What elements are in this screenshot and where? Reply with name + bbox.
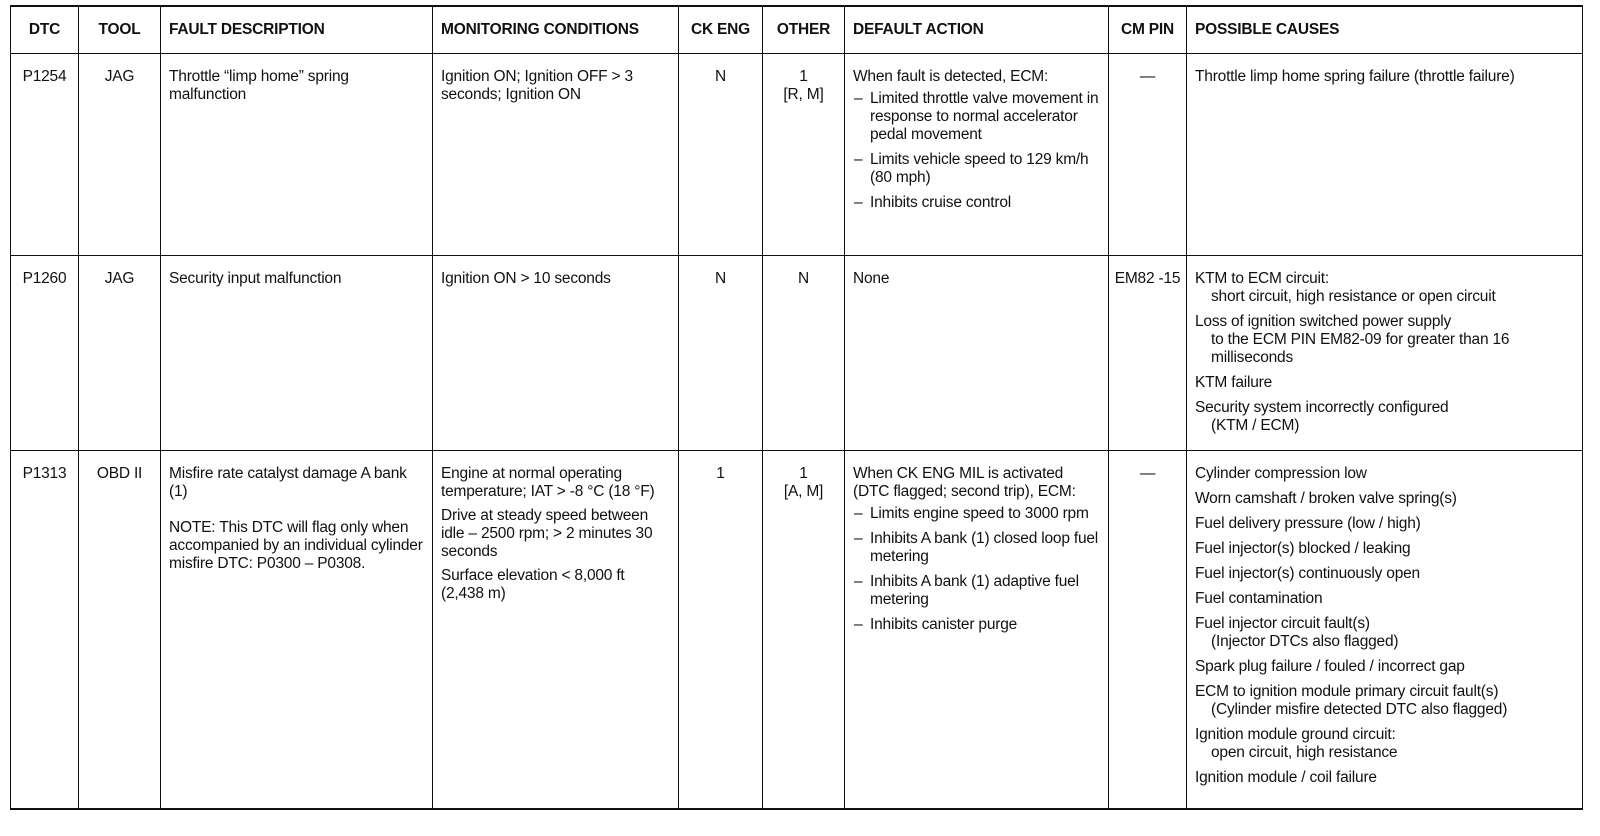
cause-main: Spark plug failure / fouled / incorrect gap [1195,658,1465,675]
other-codes: [A, M] [783,483,824,500]
action-intro: None [853,270,890,287]
tool-name: JAG [79,256,161,451]
header-dtc: DTC [11,6,79,54]
dtc-code: P1254 [11,54,79,256]
cause-main: Throttle limp home spring failure (throttle failure) [1195,68,1515,85]
ck-eng-value: N [679,54,763,256]
cause-detail: to the ECM PIN EM82-09 for greater than 16 milliseconds [1211,331,1510,366]
dtc-sheet [10,5,1590,810]
monitoring-text: Drive at steady speed between idle – 2500 rpm; > 2 minutes 30 seconds [441,507,653,560]
fault-description [161,54,433,256]
cause-main: Security system incorrectly configured [1195,399,1449,416]
header-cm-pin: CM PIN [1109,6,1187,54]
cm-pin: — [1109,54,1187,256]
dtc-table [10,5,1583,810]
cause-item [1195,590,1574,608]
cm-pin: — [1109,451,1187,809]
cause-detail: (Cylinder misfire detected DTC also flagged) [1211,701,1508,718]
other-value: 1 [799,465,808,482]
cause-detail: (KTM / ECM) [1211,417,1300,434]
cause-main: Worn camshaft / broken valve spring(s) [1195,490,1457,507]
cause-main: Ignition module / coil failure [1195,769,1377,786]
cause-main: Loss of ignition switched power supply [1195,313,1452,330]
action-item: – Inhibits canister purge [853,616,1100,634]
cause-detail: short circuit, high resistance or open circuit [1211,288,1496,305]
monitoring-text: Ignition ON > 10 seconds [441,270,611,287]
other-value: N [798,270,809,287]
table-row [11,54,1583,256]
action-intro: When CK ENG MIL is activated (DTC flagged; second trip), ECM: [853,465,1076,500]
cause-main: ECM to ignition module primary circuit fault(s) [1195,683,1499,700]
action-list [853,505,1100,634]
cause-main: Fuel delivery pressure (low / high) [1195,515,1421,532]
possible-causes [1187,54,1583,256]
header-ck-eng: CK ENG [679,6,763,54]
fault-description [161,451,433,809]
cause-item [1195,769,1574,787]
cause-item [1195,726,1574,762]
cause-main: KTM failure [1195,374,1273,391]
action-item: – Limited throttle valve movement in response to normal accelerator pedal movement [853,90,1100,144]
other-cell [763,54,845,256]
monitoring-text: Ignition ON; Ignition OFF > 3 seconds; Ignition ON [441,68,633,103]
dtc-code: P1260 [11,256,79,451]
default-action [845,256,1109,451]
action-item: – Inhibits cruise control [853,194,1100,212]
cause-item [1195,313,1574,367]
cause-detail: (Injector DTCs also flagged) [1211,633,1399,650]
header-row [11,6,1583,54]
action-list [853,90,1100,212]
fault-description [161,256,433,451]
dtc-code: P1313 [11,451,79,809]
monitoring-conditions [433,54,679,256]
cause-item [1195,465,1574,483]
ck-eng-value: N [679,256,763,451]
action-item: – Limits vehicle speed to 129 km/h (80 mph) [853,151,1100,187]
header-monitoring-conditions: MONITORING CONDITIONS [433,6,679,54]
tool-name: JAG [79,54,161,256]
action-item: – Limits engine speed to 3000 rpm [853,505,1100,523]
cause-item [1195,540,1574,558]
table-row [11,451,1583,809]
cause-item [1195,490,1574,508]
cause-main: Fuel injector circuit fault(s) [1195,615,1370,632]
other-value: 1 [799,68,808,85]
cause-main: Fuel injector(s) blocked / leaking [1195,540,1411,557]
cause-main: Fuel contamination [1195,590,1323,607]
other-cell [763,451,845,809]
monitoring-conditions [433,256,679,451]
cause-item [1195,68,1574,86]
header-default-action: DEFAULT ACTION [845,6,1109,54]
cause-item [1195,374,1574,392]
header-other: OTHER [763,6,845,54]
cause-main: Cylinder compression low [1195,465,1367,482]
cause-main: Ignition module ground circuit: [1195,726,1396,743]
monitoring-text: Engine at normal operating temperature; IAT > -8 °C (18 °F) [441,465,655,500]
fault-text: Throttle “limp home” spring malfunction [169,68,349,103]
fault-note: NOTE: This DTC will flag only when accompanied by an individual cylinder misfire DTC: P0300 – P0308. [169,519,423,572]
header-tool: TOOL [79,6,161,54]
action-item: – Inhibits A bank (1) adaptive fuel metering [853,573,1100,609]
possible-causes [1187,256,1583,451]
cm-pin: EM82 -15 [1109,256,1187,451]
possible-causes [1187,451,1583,809]
action-item: – Inhibits A bank (1) closed loop fuel metering [853,530,1100,566]
cause-main: Fuel injector(s) continuously open [1195,565,1420,582]
default-action [845,451,1109,809]
fault-text: Misfire rate catalyst damage A bank (1) [169,465,407,500]
cause-item [1195,399,1574,435]
cause-item [1195,565,1574,583]
cause-item [1195,615,1574,651]
other-cell [763,256,845,451]
cause-detail: open circuit, high resistance [1211,744,1398,761]
cause-main: KTM to ECM circuit: [1195,270,1329,287]
default-action [845,54,1109,256]
table-row [11,256,1583,451]
monitoring-conditions [433,451,679,809]
tool-name: OBD II [79,451,161,809]
action-intro: When fault is detected, ECM: [853,68,1049,85]
other-codes: [R, M] [783,86,824,103]
fault-text: Security input malfunction [169,270,342,287]
monitoring-text: Surface elevation < 8,000 ft (2,438 m) [441,567,625,602]
cause-item [1195,658,1574,676]
cause-item [1195,270,1574,306]
ck-eng-value: 1 [679,451,763,809]
header-possible-causes: POSSIBLE CAUSES [1187,6,1583,54]
header-fault-description: FAULT DESCRIPTION [161,6,433,54]
cause-item [1195,683,1574,719]
cause-item [1195,515,1574,533]
